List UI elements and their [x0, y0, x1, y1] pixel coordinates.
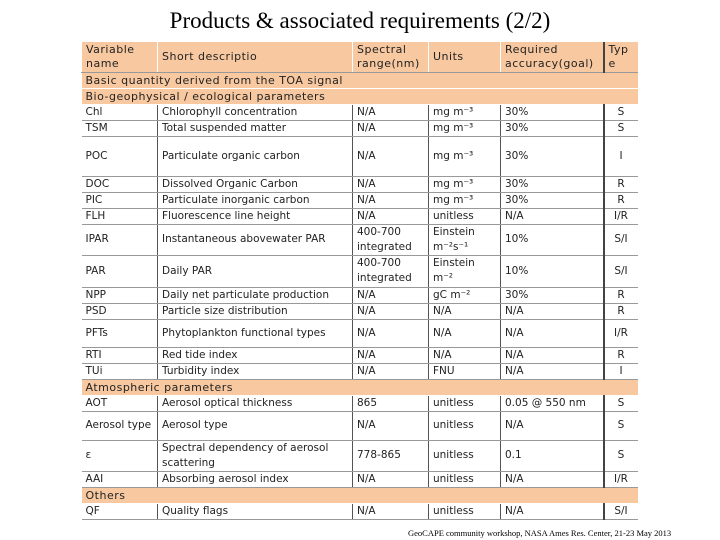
cell-variable-name: PIC [82, 192, 158, 208]
table-row [82, 503, 638, 519]
cell-units: unitless [429, 208, 501, 224]
cell-short-description: Aerosol type [158, 411, 353, 440]
cell-spectral-range: N/A [353, 192, 429, 208]
cell-short-description: Daily PAR [158, 255, 353, 287]
cell-variable-name: TSM [82, 120, 158, 136]
cell-variable-name: POC [82, 136, 158, 176]
cell-required-accuracy: 0.05 @ 550 nm [501, 395, 604, 411]
cell-units: N/A [429, 319, 501, 347]
header-units: Units [429, 42, 501, 72]
cell-type: S/I [604, 503, 638, 519]
table-row [82, 319, 638, 347]
cell-type: R [604, 176, 638, 192]
section-title: Basic quantity derived from the TOA signal [82, 72, 638, 88]
cell-variable-name: IPAR [82, 224, 158, 255]
table-header [82, 42, 638, 72]
section-title: Atmospheric parameters [82, 379, 638, 395]
table-row [82, 208, 638, 224]
cell-spectral-range: N/A [353, 208, 429, 224]
table-row [82, 471, 638, 487]
cell-short-description: Red tide index [158, 347, 353, 363]
cell-type: S/I [604, 255, 638, 287]
section-row [82, 88, 638, 104]
cell-units: mg m⁻³ [429, 120, 501, 136]
header-short-description: Short descriptio [158, 42, 353, 72]
cell-variable-name: PSD [82, 303, 158, 319]
cell-spectral-range: N/A [353, 471, 429, 487]
cell-spectral-range: 865 [353, 395, 429, 411]
section-row [82, 72, 638, 88]
table-row [82, 224, 638, 255]
section-title: Others [82, 487, 638, 503]
table-row [82, 120, 638, 136]
cell-units: unitless [429, 440, 501, 471]
header-type: Type [604, 42, 638, 72]
table-row [82, 287, 638, 303]
table-row [82, 395, 638, 411]
cell-spectral-range: N/A [353, 136, 429, 176]
cell-spectral-range: N/A [353, 104, 429, 120]
cell-short-description: Phytoplankton functional types [158, 319, 353, 347]
requirements-table [81, 42, 638, 520]
table-row [82, 347, 638, 363]
cell-required-accuracy: N/A [501, 471, 604, 487]
cell-short-description: Daily net particulate production [158, 287, 353, 303]
cell-units: mg m⁻³ [429, 104, 501, 120]
cell-spectral-range: 778-865 [353, 440, 429, 471]
cell-required-accuracy: 10% [501, 224, 604, 255]
cell-required-accuracy: N/A [501, 303, 604, 319]
header-variable-name: Variable name [82, 42, 158, 72]
cell-units: gC m⁻² [429, 287, 501, 303]
cell-type: S [604, 120, 638, 136]
table-row [82, 192, 638, 208]
header-required-accuracy: Required accuracy(goal) [501, 42, 604, 72]
cell-units: mg m⁻³ [429, 192, 501, 208]
section-row [82, 379, 638, 395]
cell-required-accuracy: 30% [501, 287, 604, 303]
cell-spectral-range: N/A [353, 411, 429, 440]
cell-type: S [604, 440, 638, 471]
cell-type: I [604, 136, 638, 176]
cell-type: I [604, 363, 638, 379]
cell-units: unitless [429, 471, 501, 487]
cell-units: FNU [429, 363, 501, 379]
cell-type: I/R [604, 471, 638, 487]
cell-short-description: Particle size distribution [158, 303, 353, 319]
cell-variable-name: FLH [82, 208, 158, 224]
cell-type: R [604, 347, 638, 363]
cell-required-accuracy: 30% [501, 192, 604, 208]
cell-units: Einstein m⁻² [429, 255, 501, 287]
cell-required-accuracy: N/A [501, 347, 604, 363]
table-row [82, 136, 638, 176]
cell-type: S [604, 395, 638, 411]
cell-type: S [604, 411, 638, 440]
cell-type: R [604, 287, 638, 303]
cell-type: R [604, 192, 638, 208]
cell-variable-name: AOT [82, 395, 158, 411]
cell-short-description: Absorbing aerosol index [158, 471, 353, 487]
cell-units: unitless [429, 503, 501, 519]
cell-spectral-range: N/A [353, 319, 429, 347]
cell-type: R [604, 303, 638, 319]
cell-variable-name: PFTs [82, 319, 158, 347]
cell-variable-name: ε [82, 440, 158, 471]
slide-title: Products & associated requirements (2/2) [169, 8, 551, 33]
cell-required-accuracy: 30% [501, 120, 604, 136]
cell-spectral-range: N/A [353, 503, 429, 519]
table-row [82, 104, 638, 120]
cell-spectral-range: N/A [353, 120, 429, 136]
cell-spectral-range: N/A [353, 287, 429, 303]
cell-units: unitless [429, 395, 501, 411]
cell-units: N/A [429, 303, 501, 319]
cell-short-description: Chlorophyll concentration [158, 104, 353, 120]
table-row [82, 255, 638, 287]
cell-required-accuracy: N/A [501, 363, 604, 379]
cell-variable-name: NPP [82, 287, 158, 303]
cell-required-accuracy: 10% [501, 255, 604, 287]
cell-variable-name: QF [82, 503, 158, 519]
section-row [82, 487, 638, 503]
cell-short-description: Total suspended matter [158, 120, 353, 136]
cell-short-description: Particulate organic carbon [158, 136, 353, 176]
cell-type: I/R [604, 208, 638, 224]
header-spectral-range: Spectral range(nm) [353, 42, 429, 72]
cell-variable-name: TUi [82, 363, 158, 379]
cell-required-accuracy: 30% [501, 104, 604, 120]
cell-spectral-range: 400-700 integrated [353, 224, 429, 255]
cell-units: mg m⁻³ [429, 176, 501, 192]
cell-units: Einstein m⁻²s⁻¹ [429, 224, 501, 255]
cell-short-description: Aerosol optical thickness [158, 395, 353, 411]
cell-short-description: Turbidity index [158, 363, 353, 379]
cell-required-accuracy: 30% [501, 176, 604, 192]
cell-variable-name: PAR [82, 255, 158, 287]
cell-variable-name: RTI [82, 347, 158, 363]
cell-variable-name: DOC [82, 176, 158, 192]
cell-required-accuracy: 0.1 [501, 440, 604, 471]
cell-type: I/R [604, 319, 638, 347]
footer-text: GeoCAPE community workshop, NASA Ames Res. Center, 21-23 May 2013 [408, 528, 672, 538]
cell-short-description: Fluorescence line height [158, 208, 353, 224]
table-row [82, 440, 638, 471]
cell-variable-name: AAI [82, 471, 158, 487]
cell-short-description: Quality flags [158, 503, 353, 519]
cell-spectral-range: 400-700 integrated [353, 255, 429, 287]
table-row [82, 176, 638, 192]
cell-spectral-range: N/A [353, 347, 429, 363]
table-row [82, 411, 638, 440]
table-row [82, 303, 638, 319]
cell-required-accuracy: N/A [501, 319, 604, 347]
cell-short-description: Particulate inorganic carbon [158, 192, 353, 208]
cell-type: S [604, 104, 638, 120]
table-row [82, 363, 638, 379]
cell-required-accuracy: N/A [501, 208, 604, 224]
cell-units: unitless [429, 411, 501, 440]
cell-units: N/A [429, 347, 501, 363]
cell-short-description: Dissolved Organic Carbon [158, 176, 353, 192]
cell-required-accuracy: 30% [501, 136, 604, 176]
cell-required-accuracy: N/A [501, 411, 604, 440]
section-title: Bio-geophysical / ecological parameters [82, 88, 638, 104]
cell-type: S/I [604, 224, 638, 255]
cell-required-accuracy: N/A [501, 503, 604, 519]
cell-spectral-range: N/A [353, 303, 429, 319]
cell-variable-name: Aerosol type [82, 411, 158, 440]
cell-spectral-range: N/A [353, 363, 429, 379]
cell-units: mg m⁻³ [429, 136, 501, 176]
cell-short-description: Spectral dependency of aerosol scattering [158, 440, 353, 471]
cell-variable-name: Chl [82, 104, 158, 120]
cell-short-description: Instantaneous abovewater PAR [158, 224, 353, 255]
cell-spectral-range: N/A [353, 176, 429, 192]
